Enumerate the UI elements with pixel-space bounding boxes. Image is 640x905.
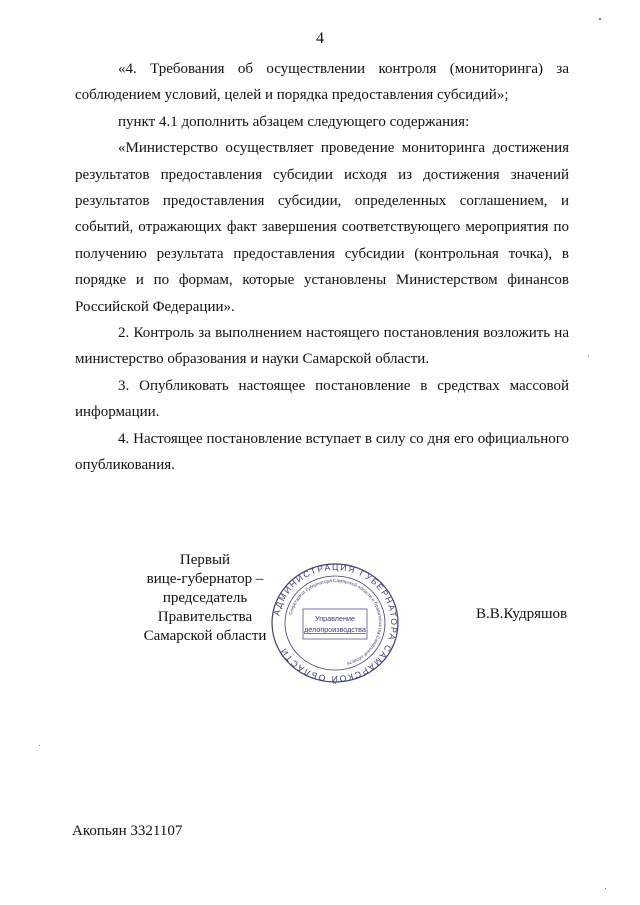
signatory-position-line: вице-губернатор – (146, 571, 264, 587)
document-body (75, 56, 569, 479)
stamp-outer-text: АДМИНИСТРАЦИЯ ГУБЕРНАТОРА САМАРСКОЙ ОБЛАСТИ (271, 562, 400, 684)
signatory-position (135, 551, 275, 646)
page-number: 4 (316, 30, 324, 47)
executor-footer: Акопьян 3321107 (72, 823, 183, 839)
stamp-center-line2: делопроизводства (304, 625, 366, 634)
signatory-position-line: Самарской области (143, 628, 267, 644)
signatory-position-line: Первый (179, 552, 231, 568)
scan-speck (599, 18, 601, 20)
paragraph-control: 2. Контроль за выполнением настоящего постановления возложить на министерство образования и науки Самарской области. (75, 325, 569, 368)
paragraph-publish: 3. Опубликовать настоящее постановление в средствах массовой информации. (75, 377, 569, 421)
paragraph-monitoring-text: «Министерство осуществляет проведение мониторинга достижения результатов предоставления субсидии исходя из достижения значений результатов предоставления субсидии, определенных соглашением, и событий, отражающих факт завершения соответствующего мероприятия по получению результата предоставления субсидии (контрольная точка), в порядке и по формам, которые установлены Министерством финансов Российской Федерации». (75, 140, 569, 315)
stamp-inner-text: Секретариат Губернатора Самарской области и Правительства Самарской области (287, 577, 384, 667)
scan-speck (39, 745, 40, 746)
official-stamp (270, 562, 400, 684)
stamp-center-line1: Управление (315, 614, 355, 623)
signatory-name: В.В.Кудряшов (476, 606, 568, 622)
paragraph-amend-4-1: пункт 4.1 дополнить абзацем следующего содержания: (118, 113, 470, 130)
paragraph-item-4-heading: «4. Требования об осуществлении контроля (мониторинга) за соблюдением условий, целей и порядка предоставления субсидий»; (75, 61, 569, 104)
scan-speck (588, 356, 589, 357)
signatory-position-line: председатель Правительства (157, 590, 253, 625)
paragraph-effective: 4. Настоящее постановление вступает в силу со дня его официального опубликования. (75, 430, 569, 474)
scan-speck (605, 888, 606, 889)
